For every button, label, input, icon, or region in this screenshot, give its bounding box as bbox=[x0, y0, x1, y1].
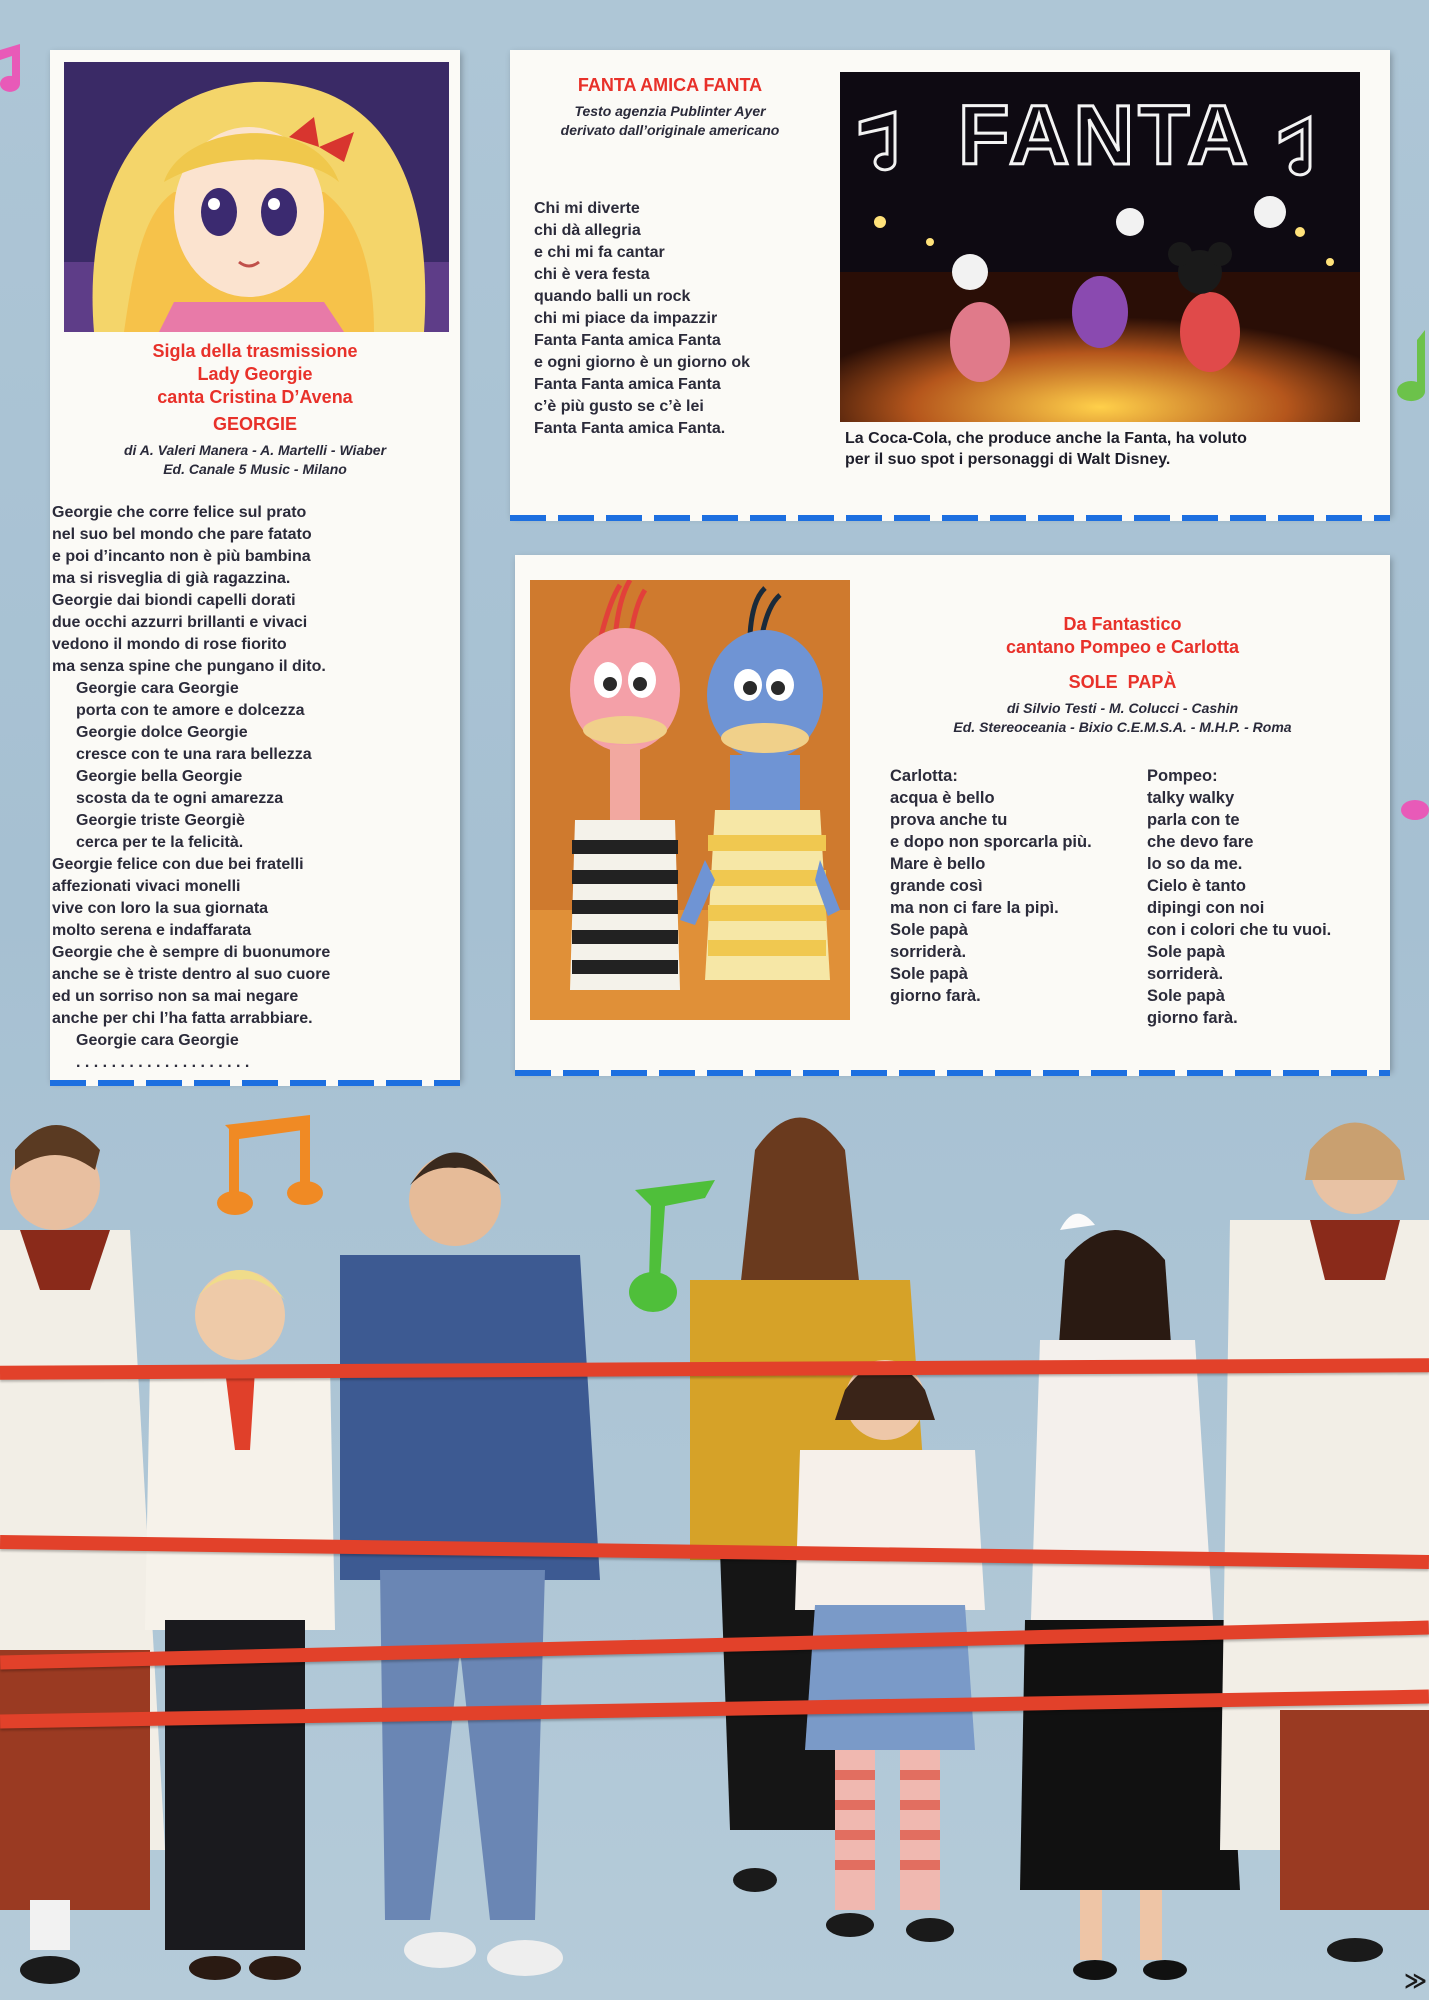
blue-dashed-rule bbox=[515, 1070, 1390, 1076]
sole-papa-title: Da Fantastico cantano Pompeo e Carlotta bbox=[1005, 614, 1240, 657]
sole-papa-credits: di Silvio Testi - M. Colucci - Cashin Ed. Stereoceania - Bixio C.E.M.S.A. - M.H.P. - Roma bbox=[953, 700, 1292, 735]
pompeo-lyrics: Pompeo: talky walky parla con te che devo fare lo so da me. Cielo è tanto dipingi con noi con i colori che tu vuoi. Sole papà sorriderà. Sole papà giorno farà. bbox=[1147, 767, 1332, 1027]
blue-dashed-rule bbox=[510, 515, 1390, 521]
children-choir-photo bbox=[0, 1090, 1429, 2000]
music-note-green-large-icon bbox=[625, 1180, 725, 1320]
georgie-song-title: GEORGIE bbox=[212, 414, 297, 434]
georgie-lyrics-verse2: Georgie felice con due bei fratelli affezionati vivaci monelli vive con loro la sua giornata molto serena e indaffarata Georgie che è sempre di buonumore anche se è triste dentro al suo cuore ed un sorriso non sa mai negare anche per chi l’ha fatta arrabbiare. bbox=[52, 856, 331, 1027]
georgie-credits: di A. Valeri Manera - A. Martelli - Wiaber Ed. Canale 5 Music - Milano bbox=[123, 442, 387, 477]
blue-dashed-rule bbox=[50, 1080, 460, 1086]
music-note-green-icon bbox=[1395, 330, 1429, 420]
georgie-title: Sigla della trasmissione Lady Georgie canta Cristina D’Avena bbox=[152, 341, 358, 407]
georgie-panel bbox=[50, 50, 460, 1080]
fanta-neon-sign: FANTA bbox=[958, 88, 1252, 182]
music-note-pink-small-icon bbox=[1395, 770, 1429, 830]
georgie-lyrics-end: Georgie cara Georgie . . . . . . . . . . . . . . . . . . . . bbox=[76, 1032, 250, 1071]
pompeo-carlotta-puppets-image bbox=[530, 580, 850, 1020]
fanta-caption: La Coca-Cola, che produce anche la Fanta, ha voluto per il suo spot i personaggi di Walt Disney. bbox=[845, 430, 1247, 468]
fanta-lyrics: Chi mi diverte chi dà allegria e chi mi fa cantar chi è vera festa quando balli un rock chi mi piace da impazzir Fanta Fanta amica Fanta e ogni giorno è un giorno ok Fanta Fanta amica Fanta c’è più gusto se c’è lei Fanta Fanta amica Fanta. bbox=[534, 200, 750, 437]
fanta-panel bbox=[510, 50, 1390, 515]
fanta-commercial-image bbox=[840, 72, 1360, 422]
sole-papa-song-title: SOLE PAPÀ bbox=[1068, 672, 1177, 692]
sole-papa-panel bbox=[515, 555, 1390, 1070]
music-note-orange-icon bbox=[215, 1115, 325, 1225]
carlotta-lyrics: Carlotta: acqua è bello prova anche tu e dopo non sporcarla più. Mare è bello grande così ma non ci fare la pipì. Sole papà sorriderà. Sole papà giorno farà. bbox=[890, 767, 1092, 1005]
georgie-lyrics-verse1: Georgie che corre felice sul prato nel suo bel mondo che pare fatato e poi d’incanto non è più bambina ma si risveglia di già ragazzina. Georgie dai biondi capelli dorati due occhi azzurri brillanti e vivaci vedono il mondo di rose fiorito ma senza spine che pungano il dito. bbox=[52, 504, 326, 675]
next-page-arrows-icon: ≫ bbox=[1403, 1968, 1423, 1993]
georgie-cartoon-image bbox=[64, 62, 449, 332]
music-note-pink-icon bbox=[0, 40, 30, 100]
fanta-credits: Testo agenzia Publinter Ayer derivato dall’originale americano bbox=[560, 103, 780, 138]
georgie-lyrics-refrain: Georgie cara Georgie porta con te amore e dolcezza Georgie dolce Georgie cresce con te una rara bellezza Georgie bella Georgie scosta da te ogni amarezza Georgie triste Georgiè cerca per te la felicità. bbox=[76, 680, 312, 851]
fanta-title: FANTA AMICA FANTA bbox=[577, 75, 763, 95]
